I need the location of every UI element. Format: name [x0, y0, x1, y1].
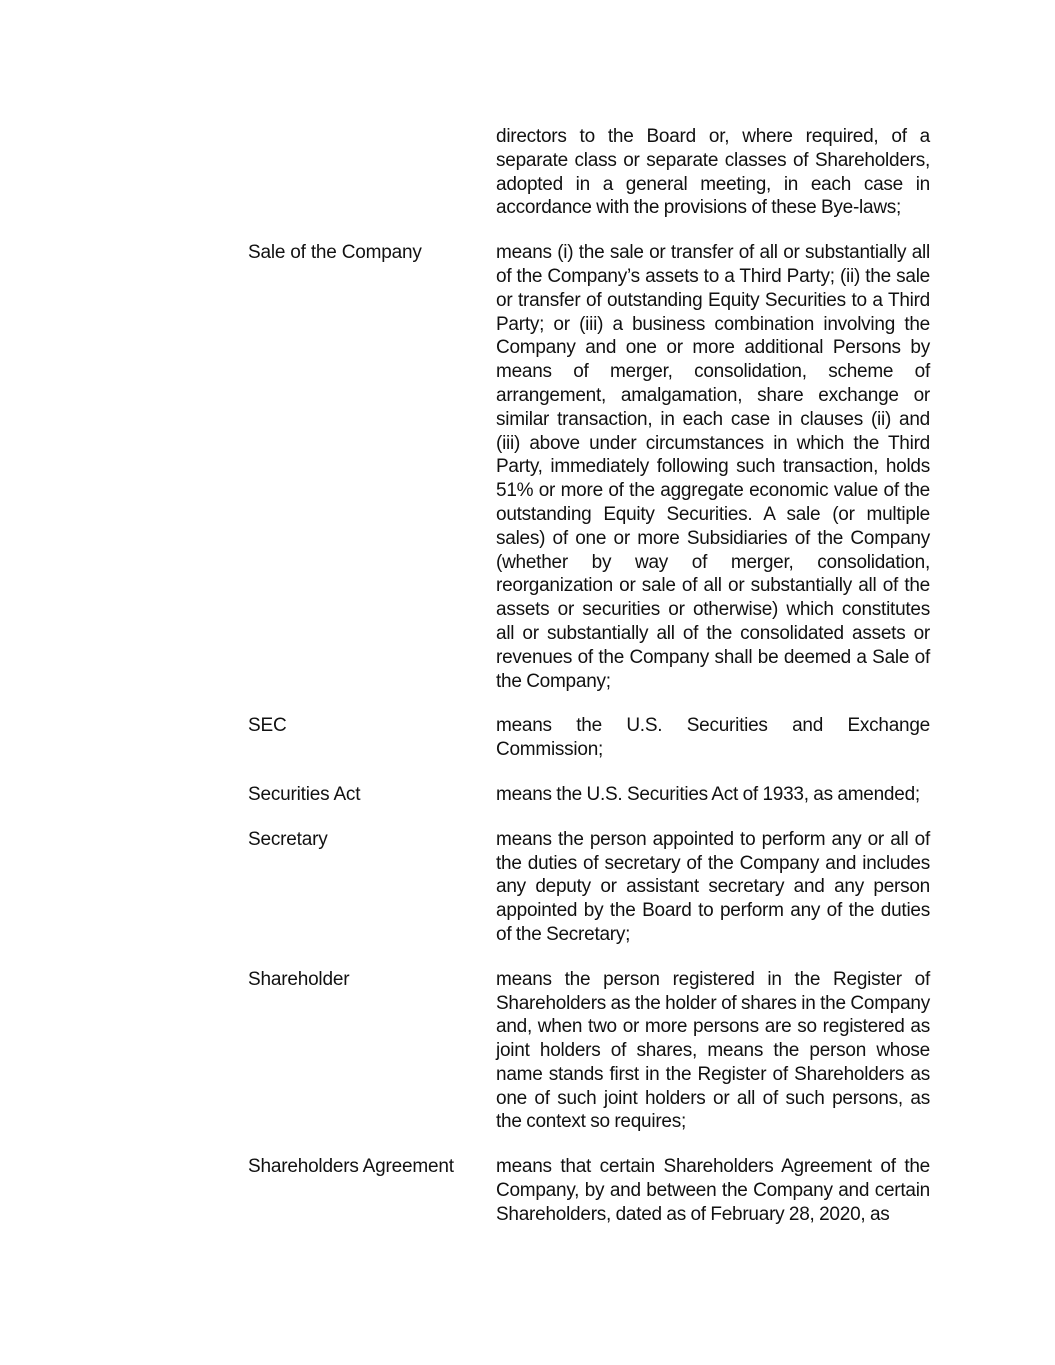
definition-text: means (i) the sale or transfer of all or substantially all of the Company’s assets to a Third Party; (ii) the sale or transfer of outstanding Equity Securities to a Third Party; or (iii) a business combination involving the Company and one or more additional Persons by means of merger, consolidation, scheme of arrangement, amalgamation, share exchange or similar transaction, in each case in clauses (ii) and (iii) above under circumstances in which the Third Party, immediately following such transaction, holds 51% or more of the aggregate economic value of the outstanding Equity Securities. A sale (or multiple sales) of one or more Subsidiaries of the Company (whether by way of merger, consolidation, reorganization or sale of all or substantially all of the assets or securities or otherwise) which constitutes all or substantially all of the consolidated assets or revenues of the Company shall be deemed a Sale of the Company; [496, 242, 930, 692]
definition-term: Securities Act [248, 783, 361, 805]
definition-entry-shareholders-agreement [248, 1155, 932, 1226]
definition-entry-secretary [248, 828, 932, 947]
definition-term: Secretary [248, 828, 328, 850]
definition-entry-securities-act [248, 783, 932, 807]
definitions-list [248, 125, 932, 1248]
definition-entry-sale-of-the-company [248, 241, 932, 693]
definition-term: Shareholders Agreement [248, 1156, 454, 1178]
definition-term: Shareholder [248, 968, 350, 990]
definition-text: means the U.S. Securities Act of 1933, as amended; [496, 783, 920, 805]
definition-text: means that certain Shareholders Agreement of the Company, by and between the Company and certain Shareholders, dated as of February 28, 2020, as [496, 1156, 930, 1225]
definition-text: means the person appointed to perform any or all of the duties of secretary of the Company and includes any deputy or assistant secretary and any person appointed by the Board to perform any of the duties of the Secretary; [496, 828, 930, 945]
definition-entry [248, 125, 932, 220]
definition-text: directors to the Board or, where required, of a separate class or separate classes of Shareholders, adopted in a general meeting, in each case in accordance with the provisions of these Bye-laws; [496, 126, 930, 219]
definition-term: Sale of the Company [248, 242, 422, 264]
definition-term: SEC [248, 715, 287, 737]
definition-text: means the U.S. Securities and Exchange Commission; [496, 715, 930, 761]
definition-text: means the person registered in the Register of Shareholders as the holder of shares in the Company and, when two or more persons are so registered as joint holders of shares, means the person whose name stands first in the Register of Shareholders as one of such joint holders or all of such persons, as the context so requires; [496, 968, 930, 1133]
definition-entry-shareholder [248, 968, 932, 1135]
definition-entry-sec [248, 714, 932, 762]
